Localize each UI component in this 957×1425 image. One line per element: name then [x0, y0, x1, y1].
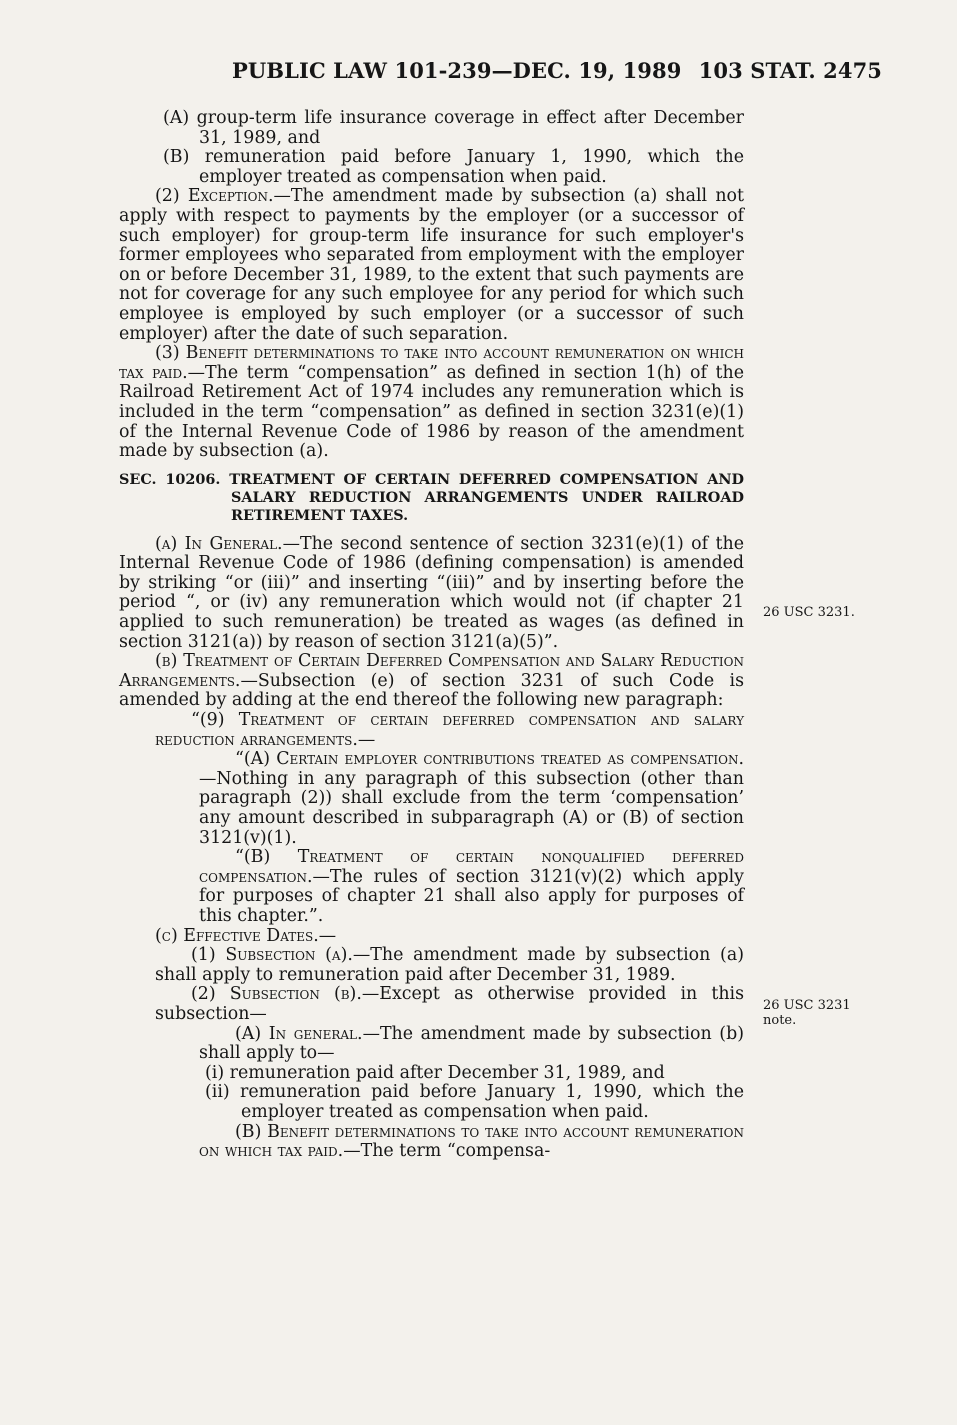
margin-note-usc-3231: 26 USC 3231.: [763, 605, 855, 620]
running-head-title: PUBLIC LAW 101-239—DEC. 19, 1989: [232, 58, 682, 83]
margin-note-usc-3231-note: 26 USC 3231 note.: [763, 998, 851, 1028]
subsection-text: —The second sentence of section 3231(e)(1) of the Internal Revenue Code of 1986 (defining compensation) is amended by striking “or (iii)” and inserting “(iii)” and by inserting before the period “, or (iv) any remuneration which would not (if chapter 21 applied to such remuneration) be treated as wages (as defined in section 3121(a)) by reason of section 3121(a)(5)”.: [119, 533, 744, 652]
subsection-heading: (a) In General.: [155, 533, 283, 554]
subsection-a: [119, 535, 744, 653]
subsection-heading: (b) Treatment of Certain Deferred Compensation and Salary Reduction Arrangements.: [119, 651, 744, 691]
paragraph-heading: (3) Benefit determinations to take into account remuneration on which tax paid.: [119, 343, 744, 383]
paragraph-text: —The amendment made by subsection (a) shall not apply with respect to payments by the employer (or a successor of such employer) for group-term life insurance for such employer's former employees who separated from employment with the employer on or before December 31, 1989, to the extent that such payments are not for coverage for any such employee for any period for which such employee is employed by such employer (or a successor of such employer) after the date of such separation.: [119, 186, 744, 344]
page-number: 103 STAT. 2475: [698, 58, 882, 83]
paragraph-text: —The amendment made by subsection (b) shall apply to—: [199, 1023, 745, 1064]
subsection-c: [119, 927, 744, 947]
paragraph-text: —The term “compensa-: [343, 1141, 551, 1162]
paragraph-a-1: (A) group-term life insurance coverage in effect after December 31, 1989, and: [163, 108, 744, 148]
paragraph-heading: “(A) Certain employer contributions treated as compensation.: [235, 749, 744, 770]
paragraph-text: —: [357, 729, 376, 750]
paragraph-benefit-determinations: [119, 344, 744, 462]
paragraph-heading: (B) Benefit determinations to take into account remuneration on which tax paid.: [199, 1121, 744, 1162]
paragraph-text: —The rules of section 3121(v)(2) which apply for purposes of chapter 21 shall also apply for purposes of this chapter.”.: [199, 866, 744, 926]
subsection-text: —Subsection (e) of section 3231 of such Code is amended by adding at the end thereof the following new paragraph:: [119, 670, 744, 711]
paragraph-heading: (2) Subsection (b).: [191, 984, 362, 1005]
quoted-subparagraph-b: [119, 848, 744, 926]
subsection-text: —: [318, 925, 337, 946]
section-heading: SEC. 10206. TREATMENT OF CERTAIN DEFERRED COMPENSATION AND SALARY REDUCTION ARRANGEMENTS UNDER RAILROAD RETIREMENT TAXES.: [119, 470, 744, 524]
paragraph-text: —Nothing in any paragraph of this subsection (other than paragraph (2)) shall exclude from the term ‘compensation’ any amount described in subparagraph (A) or (B) of section 3121(v)(1).: [199, 768, 744, 848]
clause-ii: (ii) remuneration paid before January 1, 1990, which the employer treated as compensation when paid.: [205, 1082, 744, 1122]
subparagraph-c-2-a: [119, 1025, 744, 1064]
paragraph-heading: “(B) Treatment of certain nonqualified deferred compensation.: [199, 847, 744, 887]
paragraph-c-1: [119, 946, 744, 985]
paragraph-c-2: [119, 985, 744, 1024]
paragraph-b-1: (B) remuneration paid before January 1, 1990, which the employer treated as compensation when paid.: [163, 147, 744, 187]
quoted-subparagraph-a: [119, 750, 744, 848]
clause-i: (i) remuneration paid after December 31, 1989, and: [205, 1062, 665, 1083]
paragraph-heading: (A) In general.: [235, 1023, 363, 1044]
running-head: [232, 58, 882, 88]
paragraph-heading: “(9) Treatment of certain deferred compensation and salary reduction arrangements.: [155, 710, 744, 750]
subsection-heading: (c) Effective Dates.: [155, 925, 319, 946]
paragraph-text: —Except as otherwise provided in this subsection—: [155, 984, 745, 1024]
paragraph-exception: [119, 187, 744, 344]
subsection-b: [119, 652, 744, 711]
paragraph-text: —The amendment made by subsection (a) shall apply to remuneration paid after December 31, 1989.: [155, 945, 744, 985]
quoted-paragraph-9: [119, 711, 744, 750]
paragraph-text: —The term “compensation” as defined in section 1(h) of the Railroad Retirement Act of 1974 includes any remuneration which is included in the term “compensation” as defined in section 3231(e)(1) of the Internal Revenue Code of 1986 by reason of the amendment made by subsection (a).: [119, 362, 744, 462]
body-text: [119, 109, 744, 1162]
paragraph-heading: (1) Subsection (a).: [191, 945, 353, 966]
subparagraph-c-2-b: [119, 1123, 744, 1162]
paragraph-heading: (2) Exception.: [155, 186, 274, 207]
